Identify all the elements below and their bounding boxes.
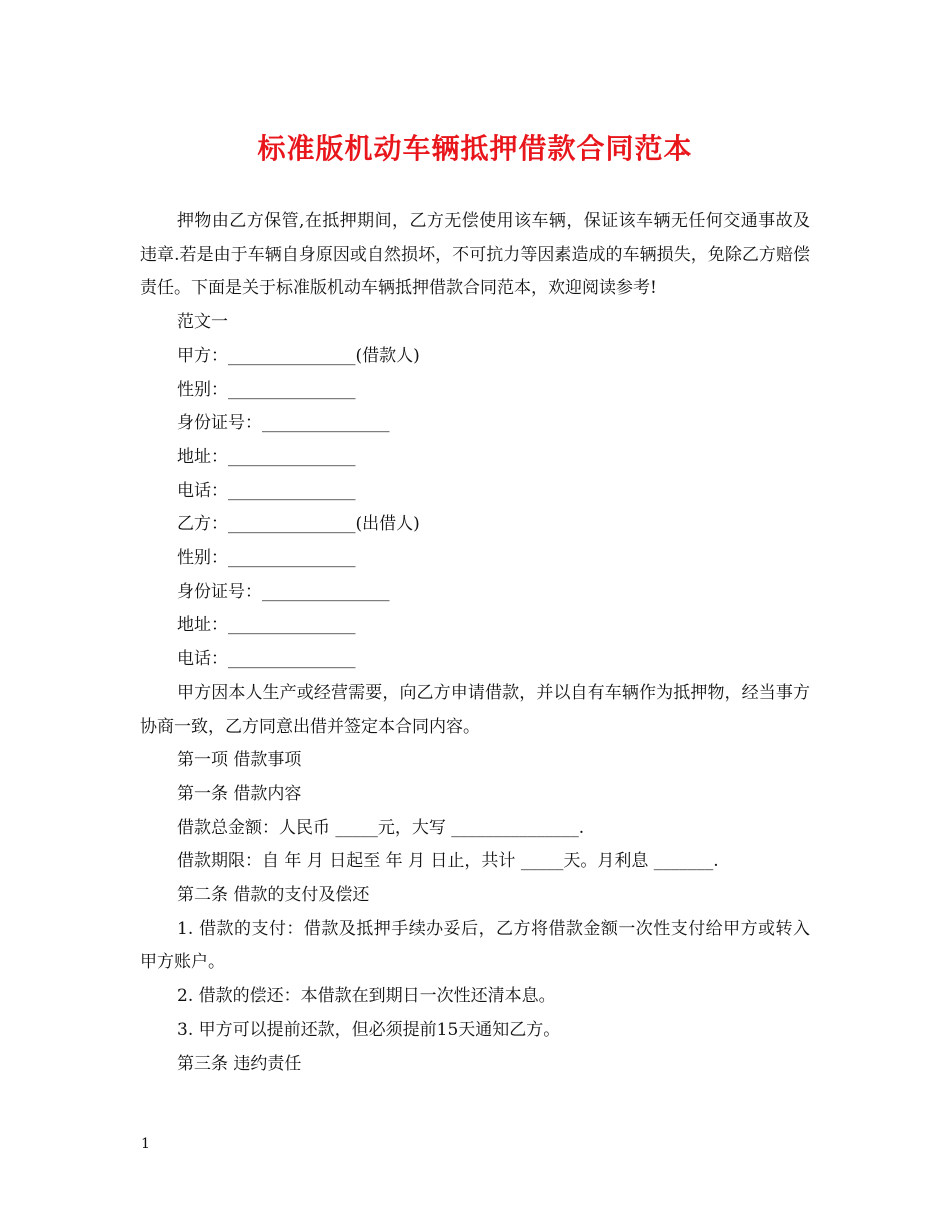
- party-a-id-line: 身份证号：_______________: [177, 413, 390, 434]
- party-a-phone-line: 电话：_______________: [177, 480, 356, 501]
- document-body: [140, 205, 810, 1081]
- party-a-line: 甲方：_______________(借款人): [177, 345, 420, 366]
- party-b-gender-line: 性别：_______________: [177, 548, 356, 569]
- party-b-id-line: 身份证号：_______________: [177, 581, 390, 602]
- party-b-address-line: 地址：_______________: [177, 615, 356, 636]
- page-number: 1: [141, 1136, 150, 1152]
- party-b-phone-line: 电话：_______________: [177, 649, 356, 670]
- document-title: 标准版机动车辆抵押借款合同范本: [257, 132, 693, 165]
- loan-term-line: 借款期限：自 年 月 日起至 年 月 日止，共计 _____天。月利息 _______.: [177, 851, 719, 872]
- party-a-gender-line: 性别：_______________: [177, 379, 356, 400]
- party-a-address-line: 地址：_______________: [177, 446, 356, 467]
- repayment-clause: 2. 借款的偿还：本借款在到期日一次性还清本息。: [177, 986, 556, 1007]
- sample-heading: 范文一: [177, 312, 228, 333]
- payment-clause: 1. 借款的支付：借款及抵押手续办妥后，乙方将借款金额一次性支付给甲方或转入甲方账户。: [140, 918, 810, 973]
- party-b-line: 乙方：_______________(出借人): [177, 514, 420, 535]
- section-heading: 第一项 借款事项: [177, 750, 302, 771]
- agreement-paragraph: 甲方因本人生产或经营需要，向乙方申请借款，并以自有车辆作为抵押物，经当事方协商一致，乙方同意出借并签定本合同内容。: [140, 682, 810, 737]
- intro-paragraph: 押物由乙方保管,在抵押期间，乙方无偿使用该车辆，保证该车辆无任何交通事故及违章.若是由于车辆自身原因或自然损坏，不可抗力等因素造成的车辆损失，免除乙方赔偿责任。下面是关于标准版机动车辆抵押借款合同范本，欢迎阅读参考!: [140, 211, 810, 299]
- article-heading: 第二条 借款的支付及偿还: [177, 885, 370, 906]
- loan-amount-line: 借款总金额：人民币 _____元，大写 _______________.: [177, 817, 585, 838]
- article-heading: 第三条 违约责任: [177, 1053, 302, 1074]
- early-repayment-clause: 3. 甲方可以提前还款，但必须提前15天通知乙方。: [177, 1019, 561, 1040]
- article-heading: 第一条 借款内容: [177, 783, 302, 804]
